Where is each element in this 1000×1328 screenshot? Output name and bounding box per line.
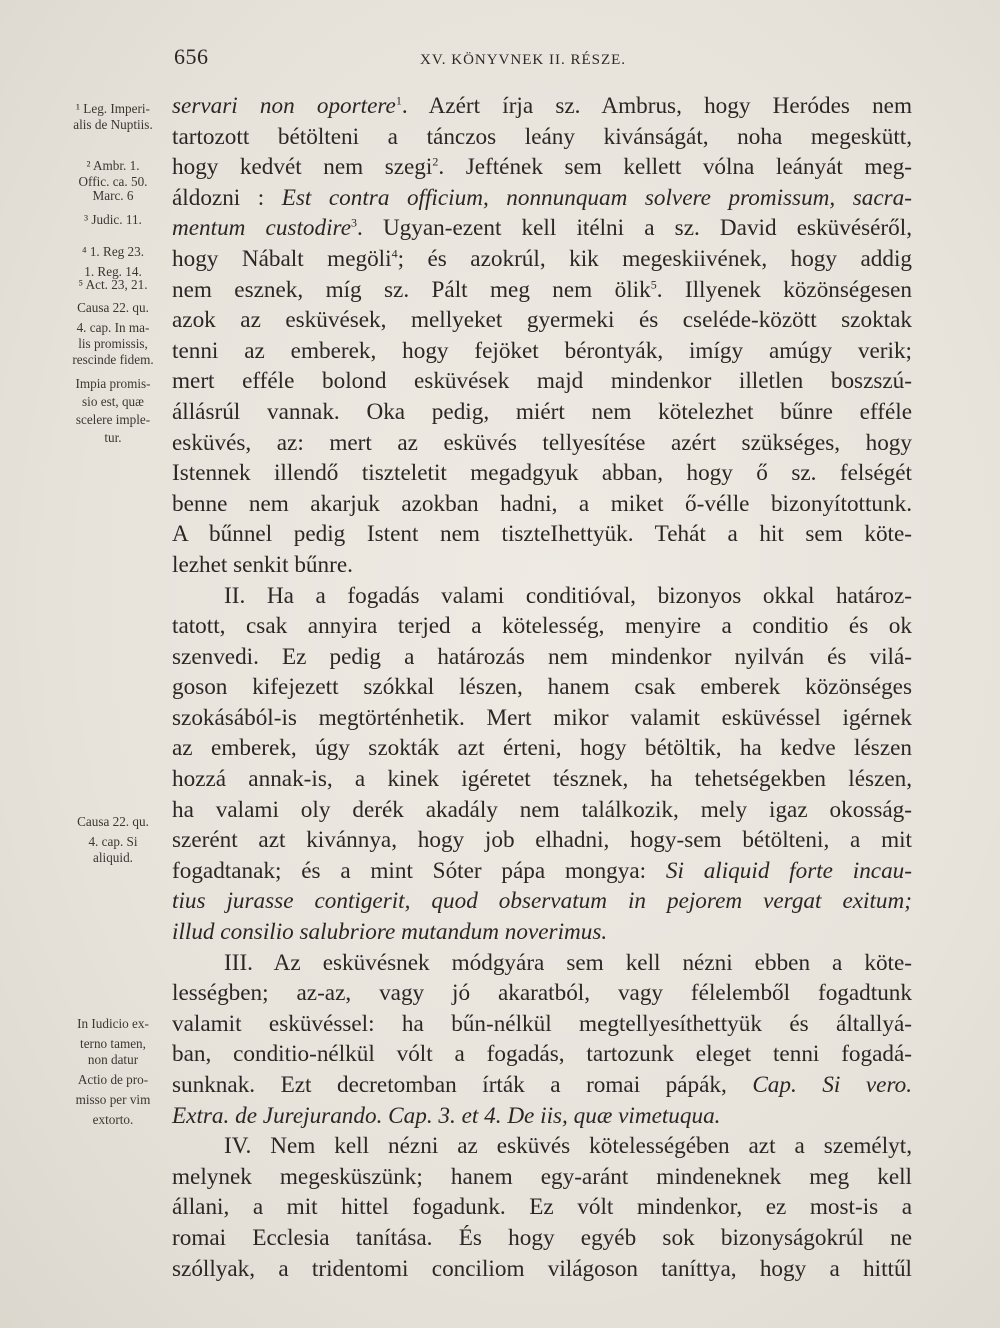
margin-note-line: ¹ Leg. Imperi- [76,101,150,116]
italic-text: servari non oportere [172,93,396,119]
margin-note-line: ² Ambr. 1. [86,158,140,173]
text: . Ugyan-ezent kell itélni a sz. David esküvéséről, [357,215,912,242]
margin-note-line: 4. cap. Si [88,834,138,849]
main-text [172,91,912,1284]
text-line [172,275,912,306]
text-line: állani, a mit hittel fogadunk. Ez vólt mindenkor, ez most-is a [172,1194,912,1221]
text: áldozni : [172,184,282,211]
text-line: Istennek illendő tiszteletit megadgyuk abban, hogy ő sz. felségét [172,460,912,487]
margin-note-line: sio est, quæ [82,394,144,409]
text-line: szóllyak, a tridentomi conciliom világoson taníttya, hogy a hittűl [172,1255,912,1282]
text-line: szerént azt kivánnya, hogy job elhadni, hogy-sem bétölteni, a mit [172,827,912,854]
margin-note-line: Actio de pro- [77,1072,149,1087]
margin-note-reg-causa [52,244,174,446]
margin-note-ambr-judic [52,158,174,228]
text-line [172,152,912,183]
text-line: tatott, csak annyira terjed a kötelesség, menyire a conditio és ok [172,613,912,640]
text: hogy Nábalt megöli [172,245,392,272]
text: ; és azokrúl, kik megeskiivének, hogy addig [397,245,912,272]
text-line: valamit esküvéssel: ha bűn-nélkül megtellyesíthettyük és általlyá- [172,1010,912,1037]
margin-note-line: In Iudicio ex- [77,1016,149,1031]
margin-note-line: ⁴ 1. Reg 23. [81,244,145,259]
text-line [172,183,912,214]
italic-text: Cap. Si vero. [752,1072,912,1098]
margin-note-line: Marc. 6 [92,188,134,203]
text-line: romai Ecclesia tanítása. És hogy egyéb sok bizonyságokrúl ne [172,1224,912,1251]
footnote-ref: 2 [432,154,439,169]
text-line: ha valami oly derék akadály nem találkozik, mely igaz okosság- [172,796,912,823]
text-line: hozzá annak-is, a kinek igéretet tésznek, ha tehetségekben lészen, [172,766,912,793]
italic-text: mentum custodire [172,215,351,242]
margin-note-leg-imperialis [52,101,174,133]
text-line [172,91,912,122]
margin-note-line: scelere imple- [75,412,151,427]
text-line: szenvedi. Ez pedig a határozás nem mindenkor nyilván és vilá- [172,643,912,670]
text: nem esznek, míg sz. Pált meg nem ölik [172,276,651,303]
text-line: tius jurasse contigerit, quod observatum in pejorem vergat exitum; [172,888,912,915]
running-head: XV. KÖNYVNEK II. RÉSZE. [420,52,627,68]
margin-note-line: extorto. [92,1112,134,1127]
margin-note-line: aliquid. [93,850,133,865]
page-number: 656 [174,44,209,69]
text-line: goson kifejezett szókkal lészen, hanem csak emberek közönséges [172,674,912,701]
text: . Azért írja sz. Ambrus, hogy Heródes nem [401,93,913,119]
text-line: melynek megesküszünk; hanem egy-aránt mindeneknek meg kell [172,1163,912,1190]
margin-note-line: Causa 22. qu. [77,814,149,829]
margin-note-line: Causa 22. qu. [77,300,149,315]
footnote-ref: 4 [391,246,398,261]
margin-note-line: misso per vim [75,1092,151,1107]
margin-note-line: ³ Judic. 11. [84,212,142,227]
text-line: szokásából-is megtörténhetik. Mert mikor valamit esküvéssel igérnek [172,704,912,731]
text-line [172,1070,912,1101]
footnote-ref: 5 [650,276,657,291]
text: . Illyenek közönségesen [656,276,913,303]
text-line: II. Ha a fogadás valami conditióval, bizonyos okkal határoz- [224,582,912,609]
margin-note-line: Offic. ca. 50. [78,174,148,189]
text: fogadtanak; és a mint Sóter pápa mongya: [172,857,666,884]
italic-text: Est contra officium, nonnunquam solvere promissum, sacra- [281,184,912,211]
text-line: tartozott bétölteni a tánczos leány kivánságát, noha megeskütt, [172,123,912,150]
text-line: lességben; az-az, vagy jó akaratból, vagy félelemből fogadtunk [172,980,912,1007]
margin-note-line: lis promissis, [78,336,148,351]
italic-text: Si aliquid forte incau- [665,857,912,884]
text: sunknak. Ezt decretomban írták a romai pápák, [172,1072,753,1098]
text: hogy kedvét nem szegi [172,154,433,181]
margin-note-line: 4. cap. In ma- [76,320,150,335]
margin-note-line: terno tamen, [80,1036,146,1051]
text-line: azok az esküvések, mellyeket gyermeki és cseléde-között szoktak [172,307,912,334]
margin-note-line: rescinde fidem. [72,352,154,367]
text-line: tenni az emberek, hogy fejöket bérontyák, imígy amúgy verik; [172,337,912,364]
page-header [0,44,1000,76]
margin-note-line: alis de Nuptiis. [73,117,153,132]
text-line [172,856,912,887]
text-line: IV. Nem kell nézni az esküvés kötelességében azt a személyt, [224,1133,912,1160]
footnote-ref: 1 [395,93,402,108]
text-line: mert efféle bolond esküvések majd mindenkor illetlen boszszú- [172,368,912,395]
text-line: III. Az esküvésnek módgyára sem kell nézni ebben a köte- [224,949,912,976]
text-line: A bűnnel pedig Istent nem tiszteIhettyük. Tehát a hit sem köte- [172,521,912,548]
text: . Jeftének sem kellett vólna leányát meg- [438,154,913,181]
text-line [172,244,912,275]
margin-note-line: non datur [87,1052,139,1067]
margin-note-line: tur. [104,430,122,445]
margin-note-line: Impia promis- [75,376,151,391]
text-line: lezhet senkit bűnre. [172,551,353,578]
text-line: Extra. de Jurejurando. Cap. 3. et 4. De iis, quæ vimetuqua. [172,1102,721,1129]
text-line: állásrúl vannak. Oka pedig, miért nem kötelezhet bűnre efféle [172,398,912,425]
text-line: az emberek, úgy szokták azt érteni, hogy bétöltik, ha kedve lészen [172,735,912,762]
margin-note-line: ⁵ Act. 23, 21. [78,277,148,292]
text-line: esküvés, az: mert az esküvés tellyesítése azért szükséges, hogy [172,429,912,456]
margin-note-in-iudicio [52,1016,174,1128]
text-line: ban, conditio-nélkül vólt a fogadás, tartozunk eleget tenni fogadá- [172,1041,912,1068]
footnote-ref: 3 [351,215,357,230]
margin-note-causa-si-aliquid [52,814,174,866]
text-line: illud consilio salubriore mutandum noverimus. [172,919,608,946]
text-line: benne nem akarjuk azokban hadni, a miket ő-vélle bizonyítottunk. [172,490,912,517]
text-line [172,213,912,244]
margin-note-line: 1. Reg. 14. [84,264,142,279]
